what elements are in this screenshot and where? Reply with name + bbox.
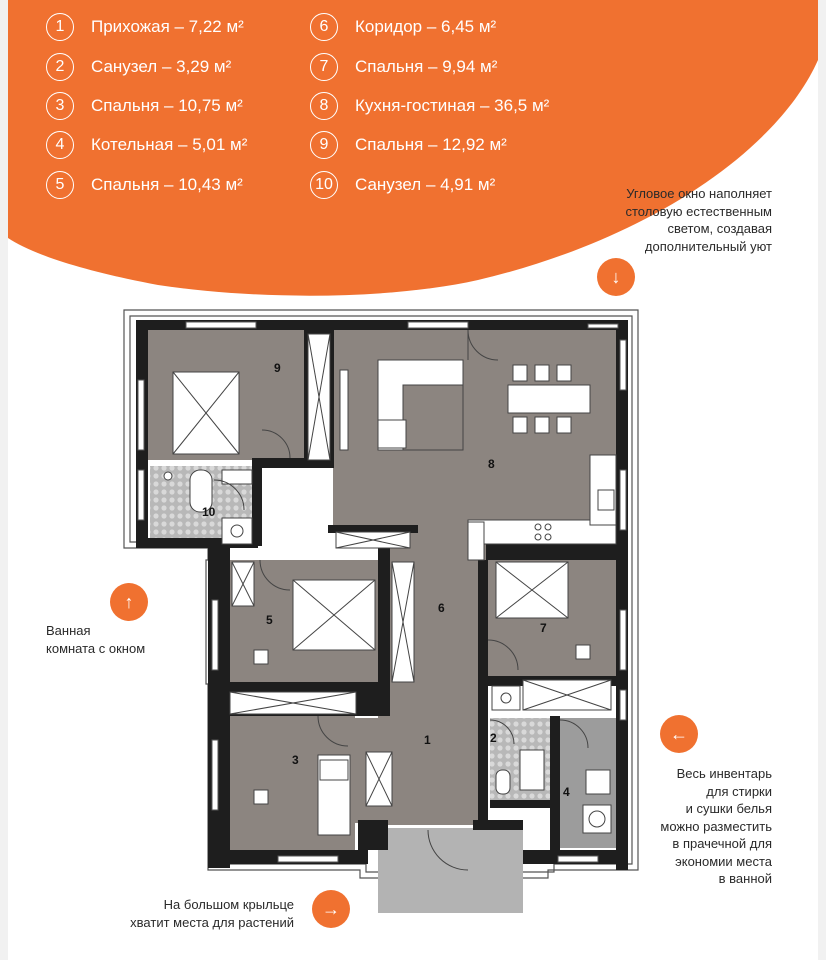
room-label-10: 10 [202,505,216,519]
note-line: Угловое окно наполняет [626,186,772,201]
room-label-6: 6 [438,601,445,615]
note-line: светом, создавая [667,221,772,236]
armchair [378,420,406,448]
boiler [586,770,610,794]
tv-unit [340,370,348,450]
note-line: комната с окном [46,640,146,656]
legend-text: Спальня – 12,92 м² [355,135,507,154]
legend-text: Кухня-гостиная – 36,5 м² [355,96,550,115]
legend-number: 9 [310,131,338,159]
room-label-2: 2 [490,731,497,745]
legend-number: 8 [310,92,338,120]
room-label-4: 4 [563,785,570,799]
floor-plan-card [8,0,818,960]
legend-text: Прихожая – 7,22 м² [91,17,244,36]
arrow-left-icon: ← [660,715,698,753]
note-line: столовую естественным [625,203,772,219]
legend-number: 6 [310,13,338,41]
legend-text: Санузел – 3,29 м² [91,57,232,76]
floor-porch [378,828,523,913]
legend-number: 4 [46,131,74,159]
legend-number: 2 [46,53,74,81]
arrow-down-icon: ↓ [597,258,635,296]
note-line: дополнительный уют [644,238,772,254]
room-label-1: 1 [424,733,431,747]
legend-text: Спальня – 10,43 м² [91,175,243,194]
note-line: Весь инвентарь [676,766,772,781]
note-line: На большом крыльце [163,897,294,912]
floor-room-8 [333,330,618,525]
note-line: Ванная [46,623,91,638]
note-line: хватит места для растений [130,914,294,930]
room-label-5: 5 [266,613,273,627]
legend-text: Санузел – 4,91 м² [355,175,496,194]
toilet-room-2 [496,770,510,794]
legend-text: Котельная – 5,01 м² [91,135,248,154]
note-line: в ванной [718,871,772,886]
room-label-3: 3 [292,753,299,767]
legend-text: Коридор – 6,45 м² [355,17,497,36]
legend-number: 10 [310,171,338,199]
floor-hall-1 [338,718,488,823]
legend-text: Спальня – 10,75 м² [91,96,243,115]
note-line: экономии места [675,853,772,869]
note-line: в прачечной для [672,836,772,851]
room-label-8: 8 [488,457,495,471]
note-line: для стирки [706,783,772,799]
note-line: и сушки белья [685,801,772,816]
room-label-7: 7 [540,621,547,635]
legend-number: 3 [46,92,74,120]
arrow-right-icon: → [312,890,350,928]
room-label-9: 9 [274,361,281,375]
legend-number: 1 [46,13,74,41]
legend-text: Спальня – 9,94 м² [355,57,498,76]
dining-table [508,385,590,413]
legend-number: 7 [310,53,338,81]
note-line: можно разместить [660,818,772,834]
floor-plan [8,0,818,960]
legend-number: 5 [46,171,74,199]
arrow-up-icon: ↑ [110,583,148,621]
